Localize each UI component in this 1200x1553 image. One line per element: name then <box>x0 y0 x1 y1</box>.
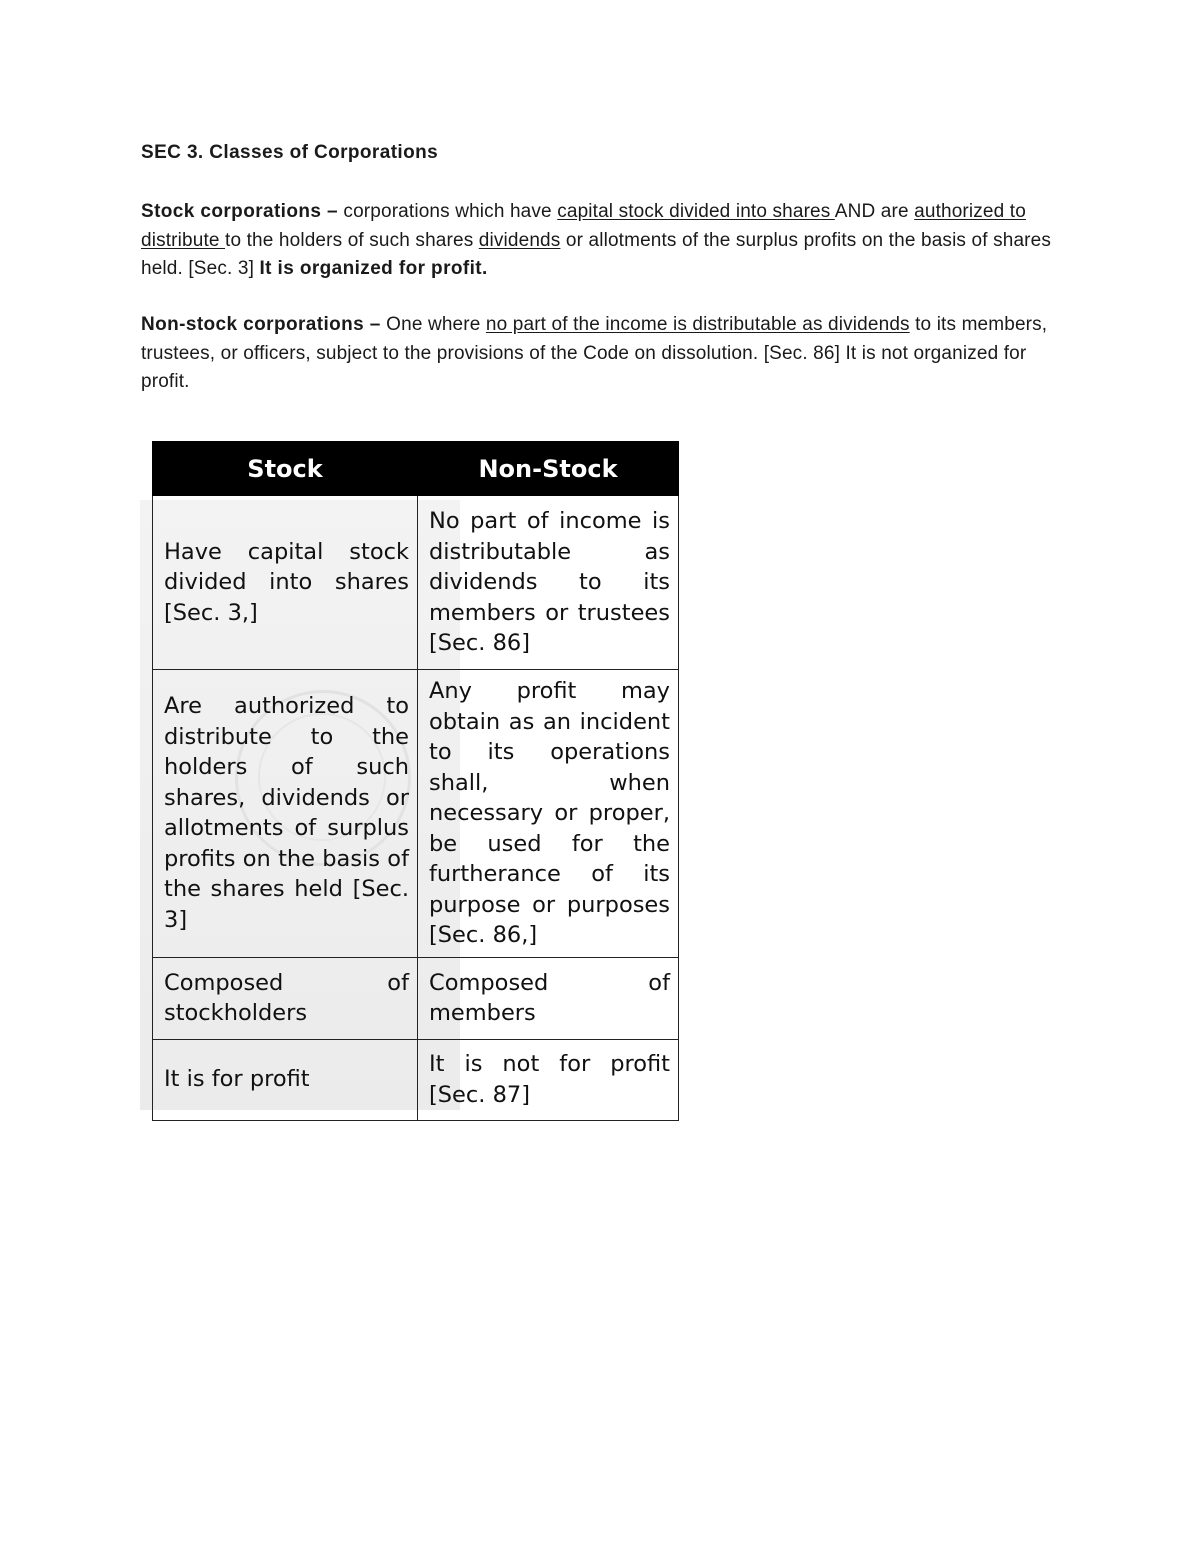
header-stock: Stock <box>153 442 418 496</box>
table-cell-stock: It is for profit <box>153 1039 418 1120</box>
table-cell-nonstock: No part of income is distributable as dividends to its members or trustees [Sec. 86] <box>418 496 679 670</box>
stock-underline-authorized: authorized to distribute <box>141 201 1026 251</box>
stock-text-2: AND are <box>834 201 915 222</box>
table-cell-stock: Composed of stockholders <box>153 957 418 1039</box>
table-row <box>153 1039 679 1120</box>
section-heading: SEC 3. Classes of Corporations <box>141 142 439 163</box>
nonstock-text-2: to its members, trustees, or officers, subject to the provisions of the Code on dissolution. [Sec. 86] It is not organized for profit. <box>141 314 1048 392</box>
header-nonstock: Non-Stock <box>418 442 679 496</box>
table-cell-nonstock: Composed of members <box>418 957 679 1039</box>
stock-bold-end: It is organized for profit. <box>259 258 488 279</box>
comparison-table-wrapper <box>152 441 678 1121</box>
stock-corporations-paragraph <box>141 198 1061 284</box>
table-header-row <box>153 442 679 496</box>
stock-text-3: to the holders of such shares <box>225 229 479 251</box>
table-cell-stock: Have capital stock divided into shares [Sec. 3,] <box>153 496 418 670</box>
nonstock-underline-income: no part of the income is distributable as dividends <box>485 314 910 335</box>
table-row <box>153 670 679 958</box>
table-cell-stock: Are authorized to distribute to the holders of such shares, dividends or allotments of surplus profits on the basis of the shares held [Sec. 3] <box>153 670 418 958</box>
nonstock-term: Non-stock corporations – <box>141 314 381 335</box>
table-row <box>153 496 679 670</box>
stock-term: Stock corporations – <box>141 201 338 222</box>
stock-text-1: corporations which have <box>338 201 558 222</box>
table-cell-nonstock: Any profit may obtain as an incident to its operations shall, when necessary or proper, be used for the furtherance of its purpose or purposes [Sec. 86,] <box>418 670 679 958</box>
stock-vs-nonstock-table <box>152 441 679 1121</box>
stock-text-4: or allotments of the surplus profits on the basis of shares held. [Sec. 3] <box>141 229 1052 279</box>
stock-underline-capital: capital stock divided into shares <box>557 201 835 222</box>
table-cell-nonstock: It is not for profit [Sec. 87] <box>418 1039 679 1120</box>
nonstock-corporations-paragraph <box>141 311 1061 397</box>
nonstock-text-1: One where <box>380 314 486 335</box>
table-row <box>153 957 679 1039</box>
stock-underline-dividends: dividends <box>478 229 561 251</box>
